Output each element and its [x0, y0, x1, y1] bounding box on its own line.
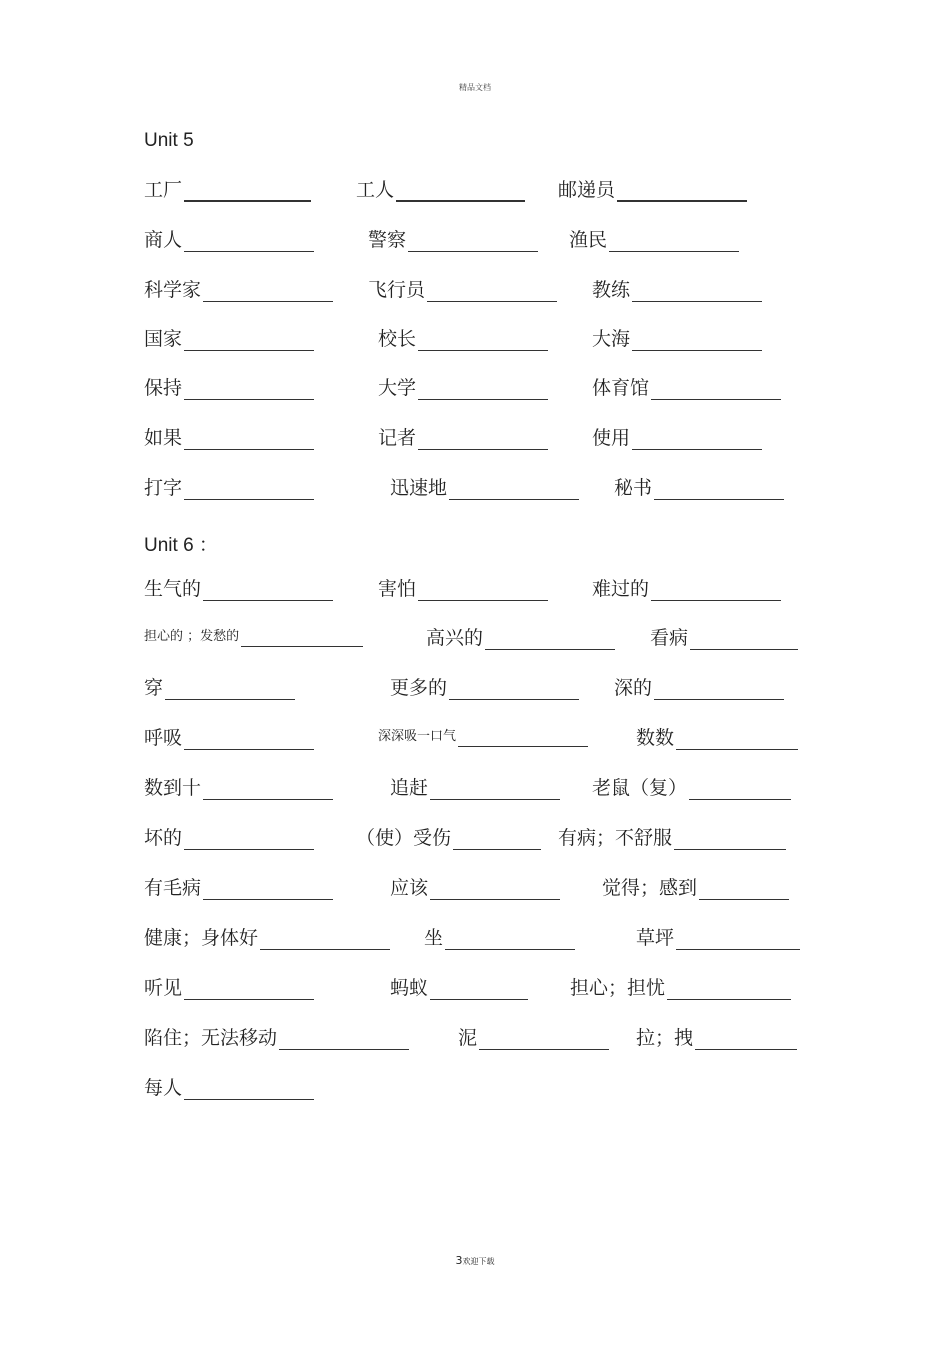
answer-blank[interactable]: [632, 429, 762, 450]
vocab-word: 深深吸一口气: [378, 729, 457, 744]
vocab-word: 飞行员: [368, 279, 426, 301]
vocab-item: [144, 876, 333, 900]
vocab-item: [378, 376, 548, 400]
page-header: 精品文档: [459, 83, 491, 92]
vocab-word: 深的: [614, 677, 653, 699]
answer-blank[interactable]: [184, 429, 314, 450]
answer-blank[interactable]: [184, 180, 311, 202]
vocab-word: 国家: [144, 328, 183, 350]
answer-blank[interactable]: [408, 231, 538, 252]
answer-blank[interactable]: [651, 379, 781, 400]
vocab-row: [0, 577, 950, 607]
vocab-row: [0, 676, 950, 706]
vocab-word: 警察: [368, 229, 407, 251]
vocab-word: 记者: [378, 427, 417, 449]
vocab-word: 迅速地: [390, 477, 448, 499]
vocab-item: [390, 876, 560, 900]
vocab-word: 泥: [458, 1027, 478, 1049]
vocab-word: 更多的: [390, 677, 448, 699]
answer-blank[interactable]: [654, 479, 784, 500]
vocab-word: 工人: [356, 179, 395, 201]
vocab-item: [390, 776, 560, 800]
answer-blank[interactable]: [609, 231, 739, 252]
vocab-row: [0, 1076, 950, 1106]
answer-blank[interactable]: [676, 929, 800, 950]
answer-blank[interactable]: [184, 330, 314, 351]
vocab-word: 难过的: [592, 578, 650, 600]
vocab-word: 生气的: [144, 578, 202, 600]
vocab-word: 校长: [378, 328, 417, 350]
vocab-word: 每人: [144, 1077, 183, 1099]
answer-blank[interactable]: [260, 929, 390, 950]
vocab-word: 大海: [592, 328, 631, 350]
vocab-item: [558, 826, 786, 850]
answer-blank[interactable]: [689, 779, 791, 800]
vocab-word: 有病；不舒服: [558, 827, 673, 849]
answer-blank[interactable]: [396, 180, 525, 202]
vocab-item: [144, 1026, 409, 1050]
vocab-item: [368, 228, 538, 252]
vocab-word: 陷住；无法移动: [144, 1027, 278, 1049]
answer-blank[interactable]: [418, 580, 548, 601]
vocab-item: [636, 726, 798, 750]
vocab-word: 科学家: [144, 279, 202, 301]
page-number: 3: [455, 1254, 463, 1267]
vocab-item: [378, 426, 548, 450]
answer-blank[interactable]: [453, 829, 541, 850]
answer-blank[interactable]: [479, 1029, 609, 1050]
vocab-word: 担心的 ；发愁的: [144, 629, 240, 644]
answer-blank[interactable]: [617, 180, 747, 202]
answer-blank[interactable]: [654, 679, 784, 700]
vocab-row: [0, 876, 950, 906]
vocab-item: [144, 1076, 314, 1100]
vocab-item: [636, 926, 800, 950]
answer-blank[interactable]: [203, 281, 333, 302]
vocab-word: 呼吸: [144, 727, 183, 749]
answer-blank[interactable]: [184, 829, 314, 850]
answer-blank[interactable]: [418, 379, 548, 400]
vocab-row: [0, 626, 950, 656]
vocab-word: 觉得；感到: [602, 877, 698, 899]
vocab-item: [144, 327, 314, 351]
vocab-word: 追赶: [390, 777, 429, 799]
answer-blank[interactable]: [458, 726, 588, 747]
vocab-word: 草坪: [636, 927, 675, 949]
vocab-word: 应该: [390, 877, 429, 899]
vocab-word: 秘书: [614, 477, 653, 499]
vocab-item: [144, 476, 314, 500]
vocab-row: [0, 228, 950, 258]
answer-blank[interactable]: [676, 729, 798, 750]
vocab-item: [390, 976, 528, 1000]
answer-blank[interactable]: [184, 979, 314, 1000]
answer-blank[interactable]: [184, 479, 314, 500]
answer-blank[interactable]: [184, 729, 314, 750]
vocab-row: [0, 278, 950, 308]
vocab-word: 穿: [144, 677, 164, 699]
vocab-row: [0, 726, 950, 756]
answer-blank[interactable]: [418, 330, 548, 351]
vocab-item: [424, 926, 575, 950]
answer-blank[interactable]: [449, 479, 579, 500]
vocab-word: 渔民: [569, 229, 608, 251]
vocab-word: 大学: [378, 377, 417, 399]
vocab-row: [0, 327, 950, 357]
vocab-item: [144, 626, 363, 647]
footer-text: 欢迎下载: [462, 1257, 495, 1266]
vocab-word: 健康；身体好: [144, 927, 259, 949]
vocab-item: [144, 577, 333, 601]
vocab-item: [602, 876, 789, 900]
vocab-row: [0, 178, 950, 208]
answer-blank[interactable]: [667, 979, 791, 1000]
vocab-word: 数数: [636, 727, 675, 749]
vocab-item: [356, 178, 525, 202]
vocab-item: [650, 626, 798, 650]
vocab-row: [0, 826, 950, 856]
vocab-row: [0, 1026, 950, 1056]
answer-blank[interactable]: [418, 429, 548, 450]
vocab-item: [614, 676, 784, 700]
answer-blank[interactable]: [203, 879, 333, 900]
answer-blank[interactable]: [184, 379, 314, 400]
answer-blank[interactable]: [430, 979, 528, 1000]
vocab-word: 保持: [144, 377, 183, 399]
answer-blank[interactable]: [430, 879, 560, 900]
vocab-word: 教练: [592, 279, 631, 301]
vocab-word: 体育馆: [592, 377, 650, 399]
vocab-item: [144, 976, 314, 1000]
vocab-word: 听见: [144, 977, 183, 999]
answer-blank[interactable]: [695, 1029, 797, 1050]
vocab-item: [144, 776, 333, 800]
answer-blank[interactable]: [430, 779, 560, 800]
vocab-word: 商人: [144, 229, 183, 251]
vocab-item: [378, 577, 548, 601]
vocab-item: [426, 626, 615, 650]
answer-blank[interactable]: [651, 580, 781, 601]
vocab-item: [592, 426, 762, 450]
answer-blank[interactable]: [485, 629, 615, 650]
vocab-row: [0, 376, 950, 406]
unit5-title: Unit 5: [144, 130, 194, 151]
vocab-word: 使用: [592, 427, 631, 449]
vocab-word: 打字: [144, 477, 183, 499]
vocab-word: 老鼠（复）: [592, 777, 688, 799]
vocab-word: 担心；担忧: [570, 977, 666, 999]
vocab-word: 数到十: [144, 777, 202, 799]
vocab-word: 拉；拽: [636, 1027, 694, 1049]
answer-blank[interactable]: [203, 580, 333, 601]
vocab-item: [458, 1026, 609, 1050]
vocab-item: [569, 228, 739, 252]
unit6-title: Unit 6 ：: [144, 535, 218, 556]
vocab-item: [570, 976, 791, 1000]
answer-blank[interactable]: [427, 281, 557, 302]
vocab-item: [592, 278, 762, 302]
answer-blank[interactable]: [203, 779, 333, 800]
vocab-item: [378, 327, 548, 351]
vocab-item: [636, 1026, 797, 1050]
vocab-item: [592, 376, 781, 400]
vocab-word: 有毛病: [144, 877, 202, 899]
answer-blank[interactable]: [241, 626, 363, 647]
vocab-item: [144, 726, 314, 750]
answer-blank[interactable]: [632, 281, 762, 302]
vocab-item: [144, 426, 314, 450]
vocab-item: [144, 376, 314, 400]
answer-blank[interactable]: [449, 679, 579, 700]
vocab-word: 工厂: [144, 179, 183, 201]
vocab-row: [0, 476, 950, 506]
vocab-item: [558, 178, 747, 202]
vocab-item: [378, 726, 588, 747]
page-footer: [0, 1254, 950, 1267]
vocab-word: 害怕: [378, 578, 417, 600]
answer-blank[interactable]: [279, 1029, 409, 1050]
vocab-word: 邮递员: [558, 179, 616, 201]
vocab-word: 高兴的: [426, 627, 484, 649]
answer-blank[interactable]: [165, 679, 295, 700]
vocab-item: [592, 327, 762, 351]
answer-blank[interactable]: [632, 330, 762, 351]
vocab-item: [144, 926, 390, 950]
vocab-item: [592, 577, 781, 601]
vocab-row: [0, 426, 950, 456]
vocab-item: [144, 278, 333, 302]
answer-blank[interactable]: [445, 929, 575, 950]
vocab-item: [368, 278, 557, 302]
vocab-item: [356, 826, 541, 850]
vocab-item: [144, 228, 314, 252]
vocab-row: [0, 776, 950, 806]
vocab-word: 看病: [650, 627, 689, 649]
vocab-row: [0, 976, 950, 1006]
vocab-item: [390, 676, 579, 700]
vocab-word: 坐: [424, 927, 444, 949]
vocab-word: 如果: [144, 427, 183, 449]
vocab-word: 坏的: [144, 827, 183, 849]
answer-blank[interactable]: [674, 829, 786, 850]
answer-blank[interactable]: [184, 1079, 314, 1100]
vocab-item: [144, 178, 311, 202]
vocab-item: [390, 476, 579, 500]
vocab-word: 蚂蚁: [390, 977, 429, 999]
vocab-row: [0, 926, 950, 956]
answer-blank[interactable]: [699, 879, 789, 900]
vocab-item: [592, 776, 791, 800]
answer-blank[interactable]: [184, 231, 314, 252]
vocab-word: （使）受伤: [356, 827, 452, 849]
vocab-item: [614, 476, 784, 500]
answer-blank[interactable]: [690, 629, 798, 650]
vocab-item: [144, 826, 314, 850]
vocab-item: [144, 676, 295, 700]
